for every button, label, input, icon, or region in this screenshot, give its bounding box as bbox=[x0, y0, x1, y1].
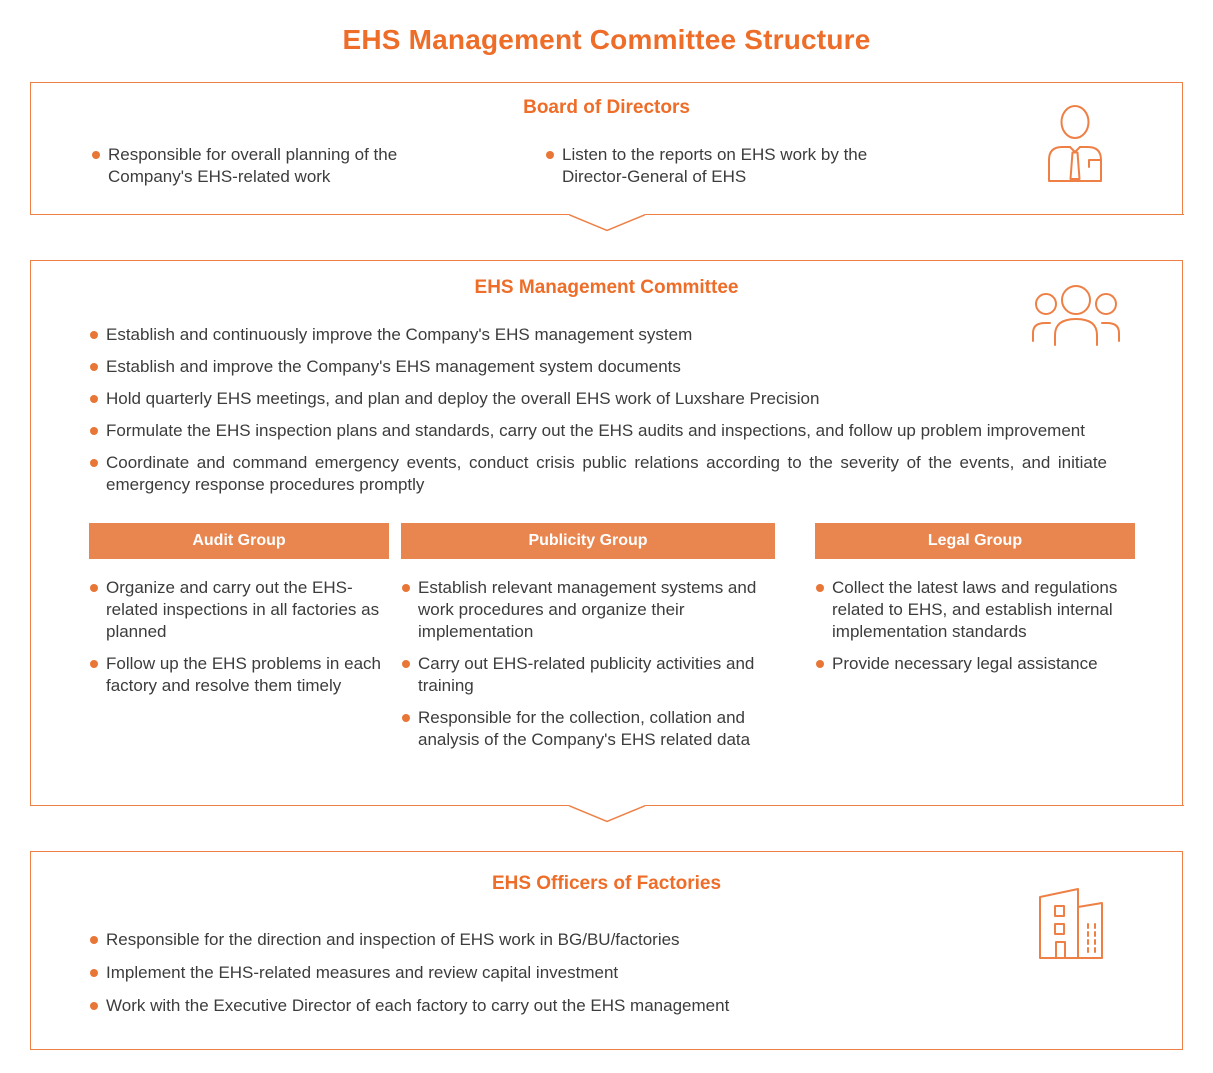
officers-bullet-list bbox=[89, 929, 1107, 1017]
bullet-item: Establish and continuously improve the Company's EHS management system bbox=[89, 324, 1107, 346]
bullet-item: Carry out EHS-related publicity activities and training bbox=[401, 653, 775, 697]
publicity-group-column bbox=[401, 523, 775, 761]
bullet-item: Responsible for the collection, collation and analysis of the Company's EHS related data bbox=[401, 707, 775, 751]
audit-group-header: Audit Group bbox=[89, 523, 389, 559]
board-bullet-columns bbox=[31, 144, 1182, 188]
bullet-item: Responsible for the direction and inspection of EHS work in BG/BU/factories bbox=[89, 929, 1107, 951]
bullet-item: Formulate the EHS inspection plans and standards, carry out the EHS audits and inspections, and follow up problem improvement bbox=[89, 420, 1107, 442]
bullet-item: Work with the Executive Director of each factory to carry out the EHS management bbox=[89, 995, 1107, 1017]
ehs-committee-box bbox=[30, 260, 1183, 806]
legal-group-column bbox=[815, 523, 1135, 761]
audit-group-column bbox=[89, 523, 389, 761]
board-box-title: Board of Directors bbox=[523, 97, 690, 118]
publicity-group-header: Publicity Group bbox=[401, 523, 775, 559]
committee-groups-row bbox=[89, 523, 1182, 761]
bullet-item: Organize and carry out the EHS-related inspections in all factories as planned bbox=[89, 577, 389, 643]
bullet-item: Establish and improve the Company's EHS management system documents bbox=[89, 356, 1107, 378]
legal-group-bullet-list bbox=[815, 577, 1135, 675]
ehs-officers-box bbox=[30, 851, 1183, 1050]
factory-buildings-icon bbox=[1032, 880, 1110, 962]
notch-arrow-down bbox=[569, 805, 645, 823]
officers-box-title: EHS Officers of Factories bbox=[491, 873, 722, 894]
committee-box-title: EHS Management Committee bbox=[474, 277, 739, 298]
board-of-directors-box bbox=[30, 82, 1183, 215]
bullet-item: Coordinate and command emergency events, conduct crisis public relations according to the severity of the events, and initiate emergency response procedures promptly bbox=[89, 452, 1107, 496]
bullet-item: Provide necessary legal assistance bbox=[815, 653, 1135, 675]
bullet-item: Hold quarterly EHS meetings, and plan and deploy the overall EHS work of Luxshare Precision bbox=[89, 388, 1107, 410]
bullet-item: Responsible for overall planning of the Company's EHS-related work bbox=[91, 144, 406, 188]
bullet-item: Implement the EHS-related measures and review capital investment bbox=[89, 962, 1107, 984]
committee-bullet-list bbox=[89, 324, 1107, 496]
bullet-item: Establish relevant management systems and work procedures and organize their implementation bbox=[401, 577, 775, 643]
bullet-item: Listen to the reports on EHS work by the Director-General of EHS bbox=[545, 144, 917, 188]
publicity-group-bullet-list bbox=[401, 577, 775, 751]
bullet-item: Follow up the EHS problems in each factory and resolve them timely bbox=[89, 653, 389, 697]
person-tie-icon bbox=[1044, 105, 1106, 185]
legal-group-header: Legal Group bbox=[815, 523, 1135, 559]
audit-group-bullet-list bbox=[89, 577, 389, 697]
board-bullet-list-left bbox=[91, 144, 406, 188]
board-bullet-list-right bbox=[545, 144, 917, 188]
bullet-item: Collect the latest laws and regulations related to EHS, and establish internal implementation standards bbox=[815, 577, 1135, 643]
notch-arrow-down bbox=[569, 214, 645, 232]
people-group-icon bbox=[1030, 283, 1122, 347]
page-title: EHS Management Committee Structure bbox=[342, 24, 871, 55]
